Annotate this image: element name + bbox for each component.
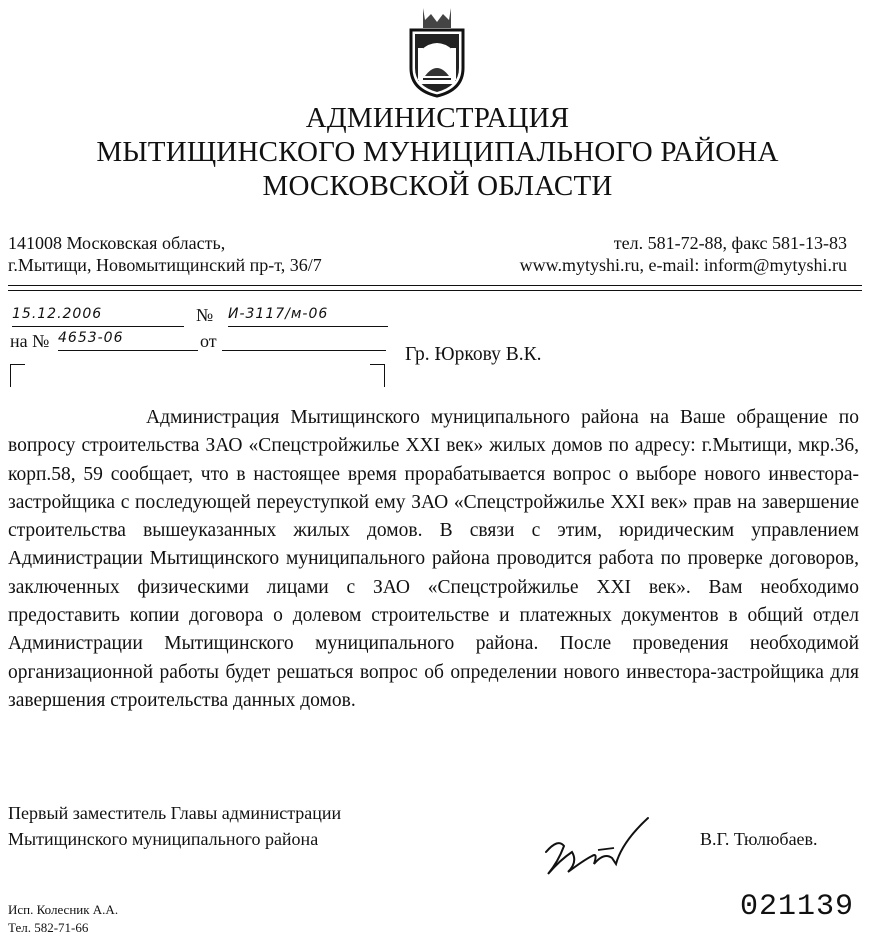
address-corner-right: [370, 364, 385, 387]
handwritten-signature: [538, 812, 678, 884]
executor: Исп. Колесник А.А.: [8, 902, 119, 917]
signatory-position-line1: Первый заместитель Главы администрации: [8, 803, 342, 823]
header-title-line1: АДМИНИСТРАЦИЯ: [305, 102, 570, 134]
address-corner-left: [10, 364, 25, 387]
body-paragraph: Администрация Мытищинского муниципального района на Ваше обращение по вопросу строительства ЗАО «Спецстройжилье XXI век» жилых домов по адресу: г.Мытищи, мкр.36, корп.58, 59 сообщает, что в настоящее время прорабатывается вопрос о выборе нового инвестора-застройщика с последующей переуступкой ему ЗАО «Спецстройжилье XXI век» прав на завершение строительства вышеуказанных жилых домов. В связи с этим, юридическим управлением Администрации Мытищинского муниципального района проводится работа по проверке договоров, заключенных физическими лицами с ЗАО «Спецстройжилье XXI век». Вам необходимо предоставить копии договора о долевом строительстве и платежных документов в общий отдел Администрации Мытищинского муниципального района. После проведения необходимой организационной работы будет решаться вопрос об определении нового инвестора-застройщика для завершения строительства данных домов.: [8, 407, 859, 711]
outgoing-number: И-3117/м-06: [228, 306, 388, 327]
address-line-1: 141008 Московская область,: [8, 233, 226, 253]
header-divider-1: [8, 285, 862, 286]
header-title-line2: МЫТИЩИНСКОГО МУНИЦИПАЛЬНОГО РАЙОНА: [96, 136, 779, 168]
web-line: www.mytyshi.ru, e-mail: inform@mytyshi.ru: [519, 255, 847, 275]
from-label: от: [200, 331, 217, 351]
letter-body: [8, 404, 859, 715]
header-divider-2: [8, 290, 862, 291]
executor-phone: Тел. 582-71-66: [8, 920, 89, 935]
signatory-position-line2: Мытищинского муниципального района: [8, 829, 319, 849]
header-title-line3: МОСКОВСКОЙ ОБЛАСТИ: [262, 170, 613, 202]
number-label: №: [196, 305, 214, 325]
address-line-2: г.Мытищи, Новомытищинский пр-т, 36/7: [8, 255, 322, 275]
in-reply-number: 4653-06: [58, 330, 198, 351]
serial-number: 021139: [740, 890, 855, 924]
from-date: [222, 330, 386, 351]
recipient: Гр. Юркову В.К.: [405, 344, 542, 365]
signatory-name: В.Г. Тюлюбаев.: [700, 829, 818, 849]
outgoing-date: 15.12.2006: [12, 306, 184, 327]
coat-of-arms-emblem: [405, 6, 469, 98]
phone-line: тел. 581-72-88, факс 581-13-83: [613, 233, 847, 253]
in-reply-label: на №: [10, 331, 50, 351]
